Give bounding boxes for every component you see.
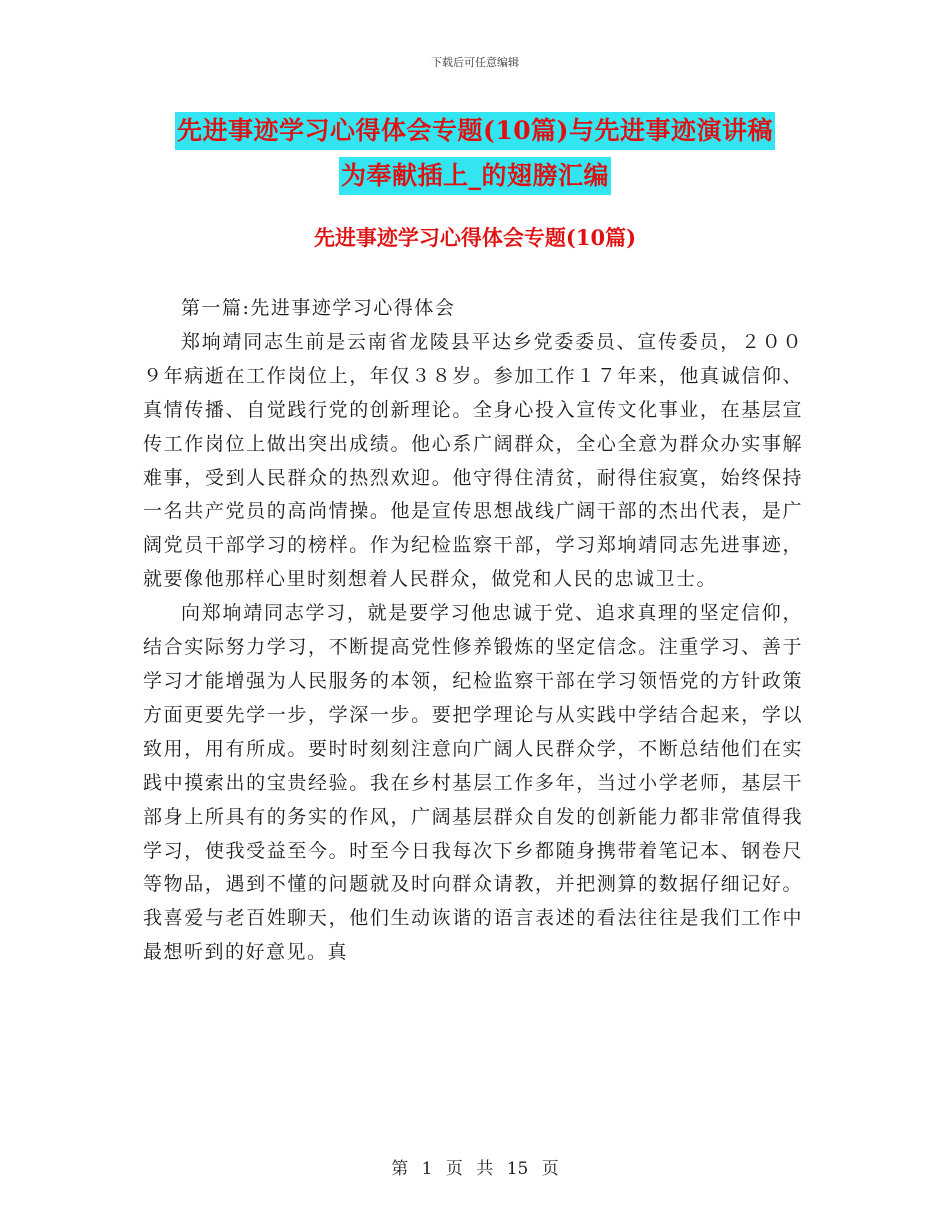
page-header-note: 下载后可任意编辑 [431, 56, 519, 69]
section-heading: 第一篇:先进事迹学习心得体会 [181, 297, 456, 319]
footer-total-prefix: 共 [476, 1159, 494, 1179]
footer-suffix: 页 [541, 1159, 559, 1179]
section-subtitle: 先进事迹学习心得体会专题(10篇) [313, 225, 637, 250]
page-footer [0, 1154, 950, 1179]
title-line-1: 先进事迹学习心得体会专题(10篇)与先进事迹演讲稿 [175, 112, 775, 150]
body-paragraph: 向郑垧靖同志学习，就是要学习他忠诚于党、追求真理的坚定信仰，结合实际努力学习，不断提高党性修养锻炼的坚定信念。注重学习、善于学习才能增强为人民服务的本领，纪检监察干部在学习领悟党的方针政策方面更要先学一步，学深一步。要把学理论与从实践中学结合起来，学以致用，用有所成。要时时刻刻注意向广阔人民群众学，不断总结他们在实践中摸索出的宝贵经验。我在乡村基层工作多年，当过小学老师，基层干部身上所具有的务实的作风，广阔基层群众自发的创新能力都非常值得我学习，使我受益至今。时至今日我每次下乡都随身携带着笔记本、钢卷尺等物品，遇到不懂的问题就及时向群众请教，并把测算的数据仔细记好。我喜爱与老百姓聊天，他们生动诙谐的语言表述的看法往往是我们工作中最想听到的好意见。真 [143, 602, 803, 964]
document-title [0, 112, 950, 150]
title-line-2: 为奉献插上_的翅膀汇编 [339, 157, 611, 195]
total-page-count: 15 [506, 1159, 529, 1179]
document-body [143, 292, 803, 970]
footer-prefix: 第 [391, 1159, 409, 1179]
footer-page-word: 页 [445, 1159, 463, 1179]
body-paragraph: 郑垧靖同志生前是云南省龙陵县平达乡党委委员、宣传委员，２００９年病逝在工作岗位上，年仅３８岁。参加工作１７年来，他真诚信仰、真情传播、自觉践行党的创新理论。全身心投入宣传文化事业，在基层宣传工作岗位上做出突出成绩。他心系广阔群众，全心全意为群众办实事解难事，受到人民群众的热烈欢迎。他守得住清贫，耐得住寂寞，始终保持一名共产党员的高尚情操。他是宣传思想战线广阔干部的杰出代表，是广阔党员干部学习的榜样。作为纪检监察干部，学习郑垧靖同志先进事迹，就要像他那样心里时刻想着人民群众，做党和人民的忠诚卫士。 [143, 330, 803, 591]
current-page-number: 1 [421, 1159, 433, 1179]
document-title-continued [0, 157, 950, 195]
